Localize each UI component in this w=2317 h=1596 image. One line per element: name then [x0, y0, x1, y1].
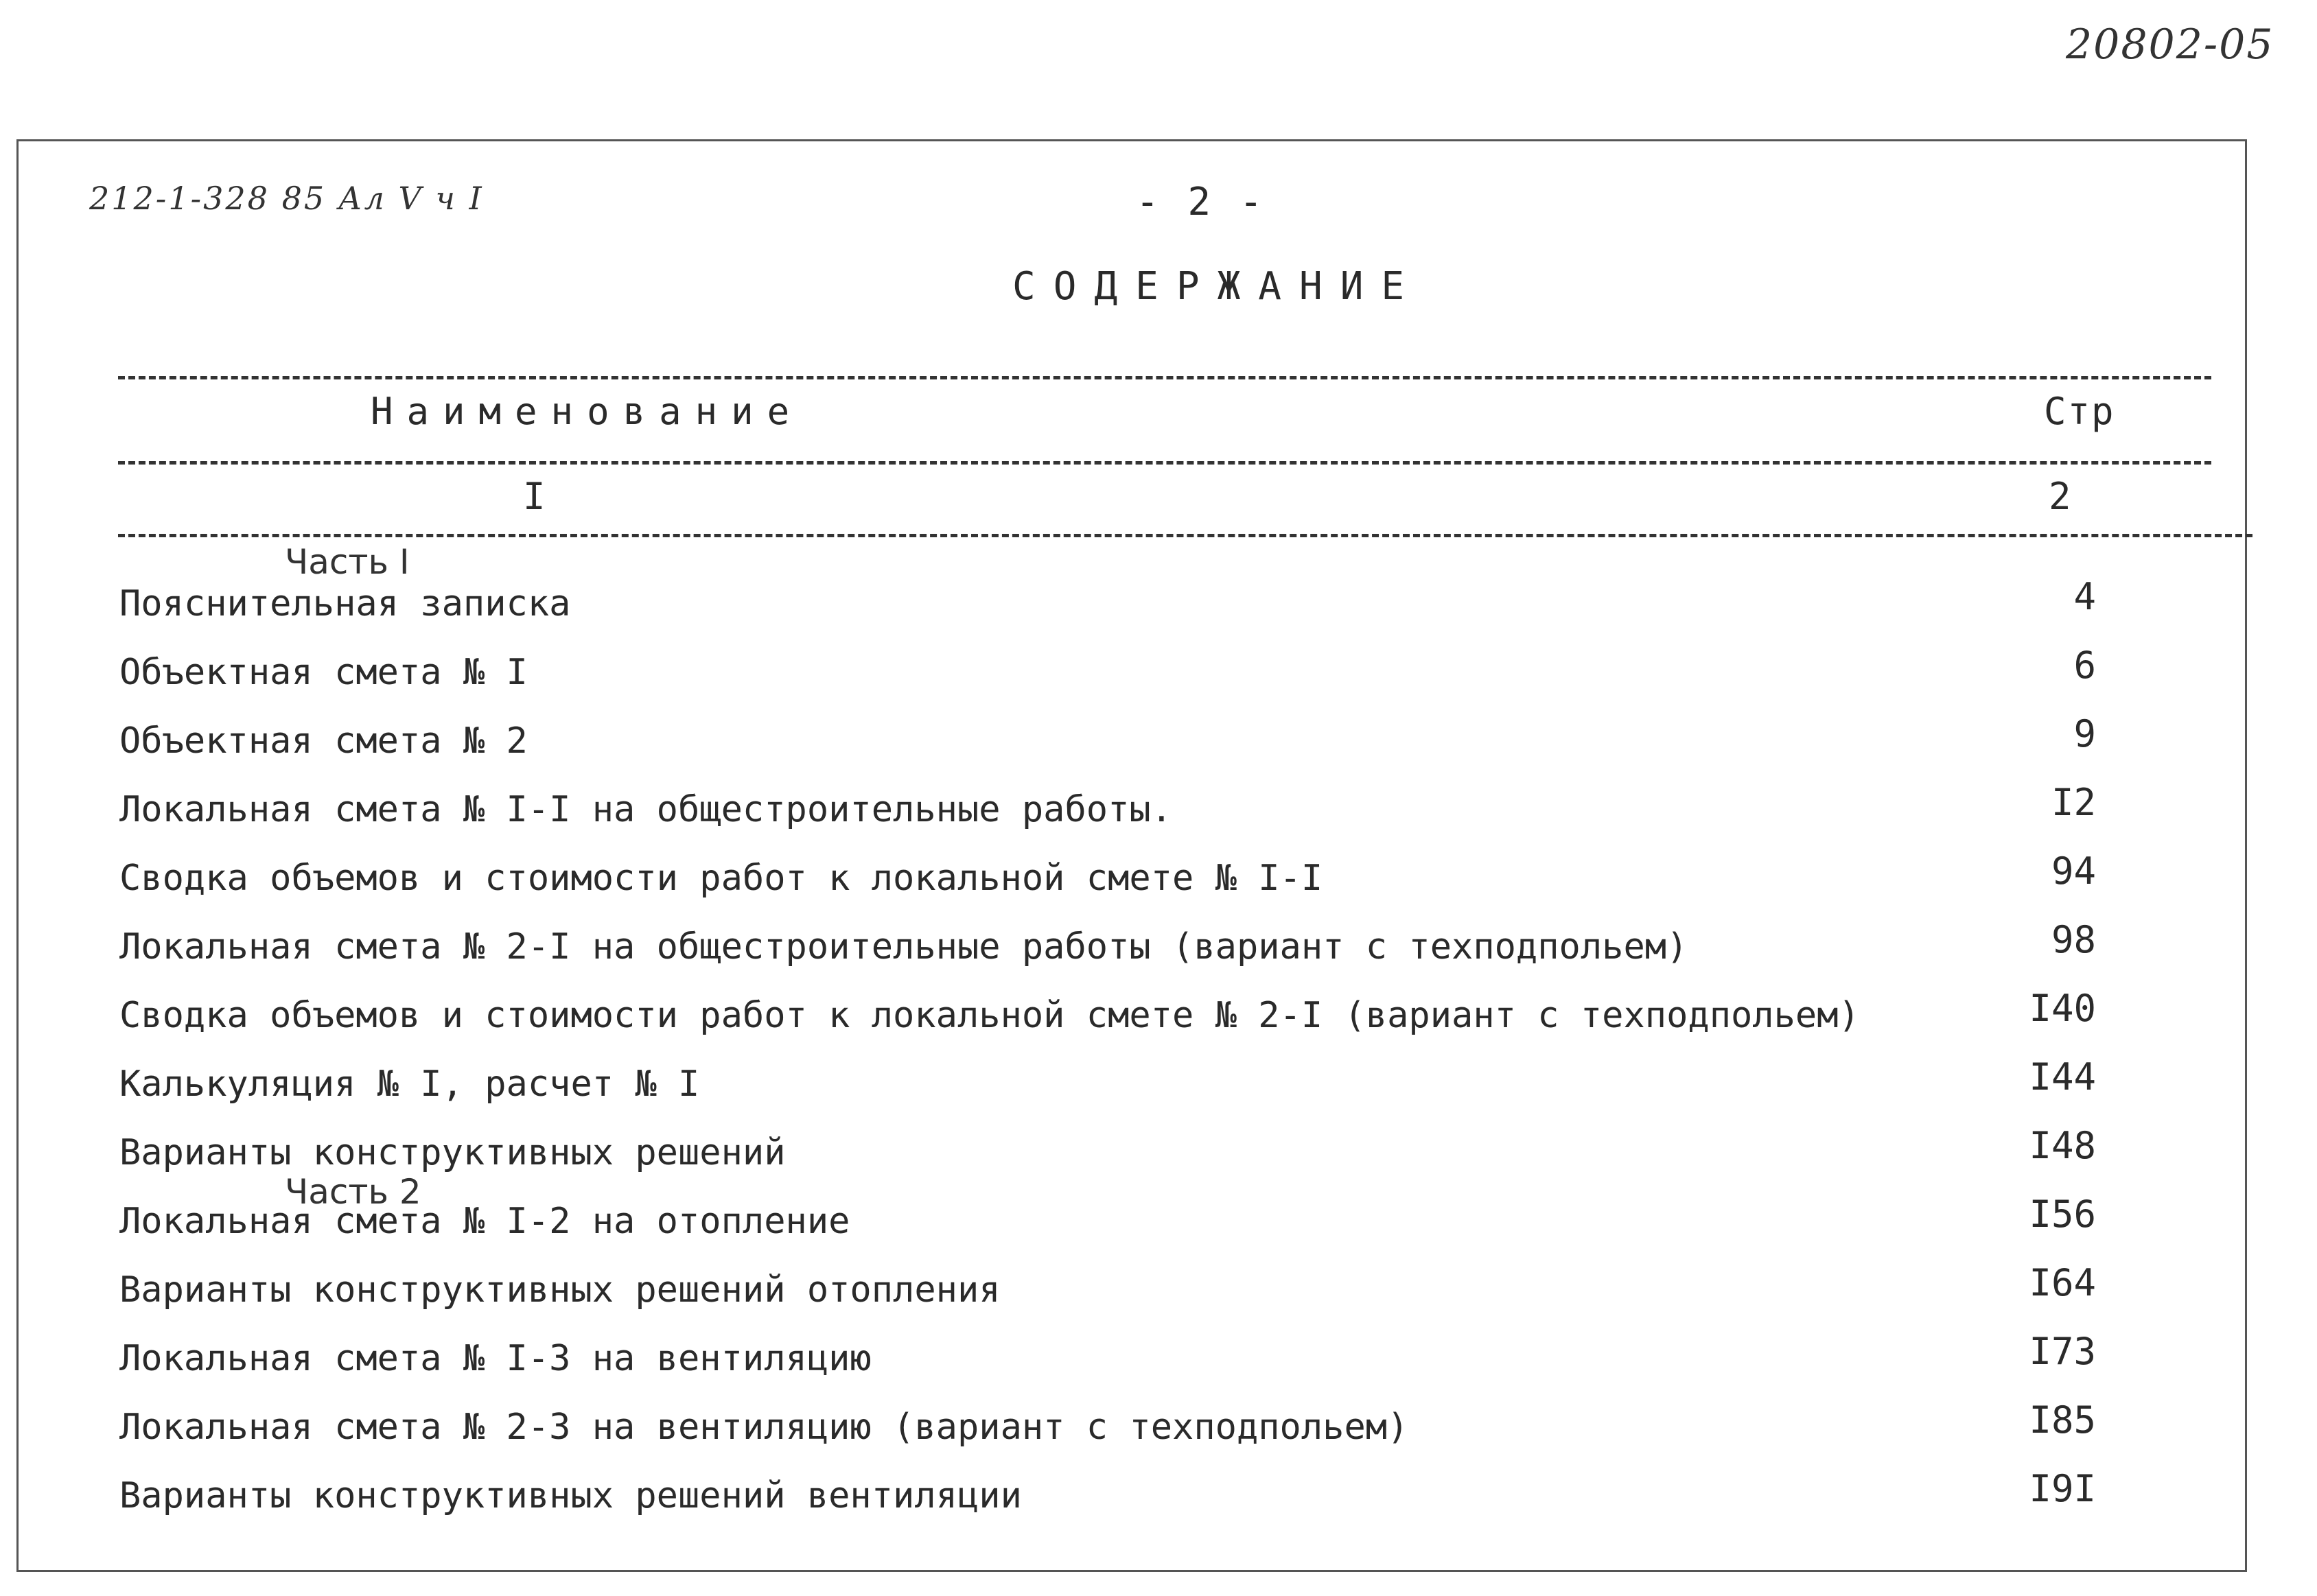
toc-row — [119, 575, 2096, 631]
toc-title: Пояснительная записка — [119, 583, 571, 624]
column-number-name: I — [523, 475, 546, 518]
toc-page-number: 6 — [2073, 644, 2096, 687]
archive-code: 20802-05 — [2066, 21, 2274, 69]
toc-row — [119, 1261, 2096, 1317]
toc-page-number: 98 — [2051, 918, 2096, 961]
toc-row — [119, 918, 2096, 974]
toc-row — [119, 849, 2096, 906]
toc-title: Калькуляция № I, расчет № I — [119, 1064, 700, 1105]
toc-page-number: I9I — [2029, 1467, 2096, 1510]
toc-page-number: I44 — [2029, 1055, 2096, 1099]
header-bottom-rule — [118, 534, 2252, 537]
toc-row — [119, 1467, 2096, 1523]
toc-page-number: 9 — [2073, 712, 2096, 755]
toc-page-number: I64 — [2029, 1261, 2096, 1304]
toc-title: Сводка объемов и стоимости работ к локальной смете № 2-I (вариант с техподпольем) — [119, 995, 1860, 1036]
toc-title: Сводка объемов и стоимости работ к локальной смете № I-I — [119, 858, 1323, 899]
document-code: 212-1-328 85 Ал V ч I — [89, 180, 484, 217]
toc-title: Варианты конструктивных решений — [119, 1132, 786, 1173]
toc-page-number: I85 — [2029, 1398, 2096, 1442]
toc-row — [119, 1124, 2096, 1180]
toc-title: Варианты конструктивных решений отопления — [119, 1269, 1001, 1311]
toc-row — [119, 644, 2096, 700]
toc-row — [119, 1193, 2096, 1249]
part-label: Часть 2 — [285, 1172, 421, 1212]
toc-row — [119, 1055, 2096, 1112]
toc-row — [119, 987, 2096, 1043]
toc-title: Объектная смета № 2 — [119, 720, 528, 762]
header-middle-rule — [118, 461, 2211, 465]
toc-row — [119, 1398, 2096, 1455]
column-header-page: Стр — [2044, 390, 2115, 433]
toc-title: Локальная смета № 2-I на общестроительные работы (вариант с техподпольем) — [119, 926, 1688, 967]
toc-page-number: 4 — [2073, 575, 2096, 618]
toc-row — [119, 1330, 2096, 1386]
part-label: Часть I — [285, 542, 410, 582]
toc-row — [119, 781, 2096, 837]
toc-title: Локальная смета № 2-3 на вентиляцию (вариант с техподпольем) — [119, 1407, 1409, 1448]
toc-page-number: I56 — [2029, 1193, 2096, 1236]
column-header-name: Наименование — [371, 390, 804, 433]
toc-page-number: I73 — [2029, 1330, 2096, 1373]
toc-row — [119, 712, 2096, 768]
toc-title: Локальная смета № I-2 на отопление — [119, 1201, 850, 1242]
page-title: СОДЕРЖАНИЕ — [1012, 264, 1423, 309]
toc-page-number: I2 — [2051, 781, 2096, 824]
toc-title: Объектная смета № I — [119, 652, 528, 693]
toc-title: Локальная смета № I-3 на вентиляцию — [119, 1338, 872, 1379]
page-number: - 2 - — [1136, 180, 1266, 224]
column-number-page: 2 — [2049, 475, 2071, 518]
header-top-rule — [118, 376, 2211, 379]
toc-page-number: I40 — [2029, 987, 2096, 1030]
toc-title: Локальная смета № I-I на общестроительные работы. — [119, 789, 1173, 830]
toc-title: Варианты конструктивных решений вентиляции — [119, 1475, 1022, 1516]
toc-page-number: 94 — [2051, 849, 2096, 893]
toc-page-number: I48 — [2029, 1124, 2096, 1167]
